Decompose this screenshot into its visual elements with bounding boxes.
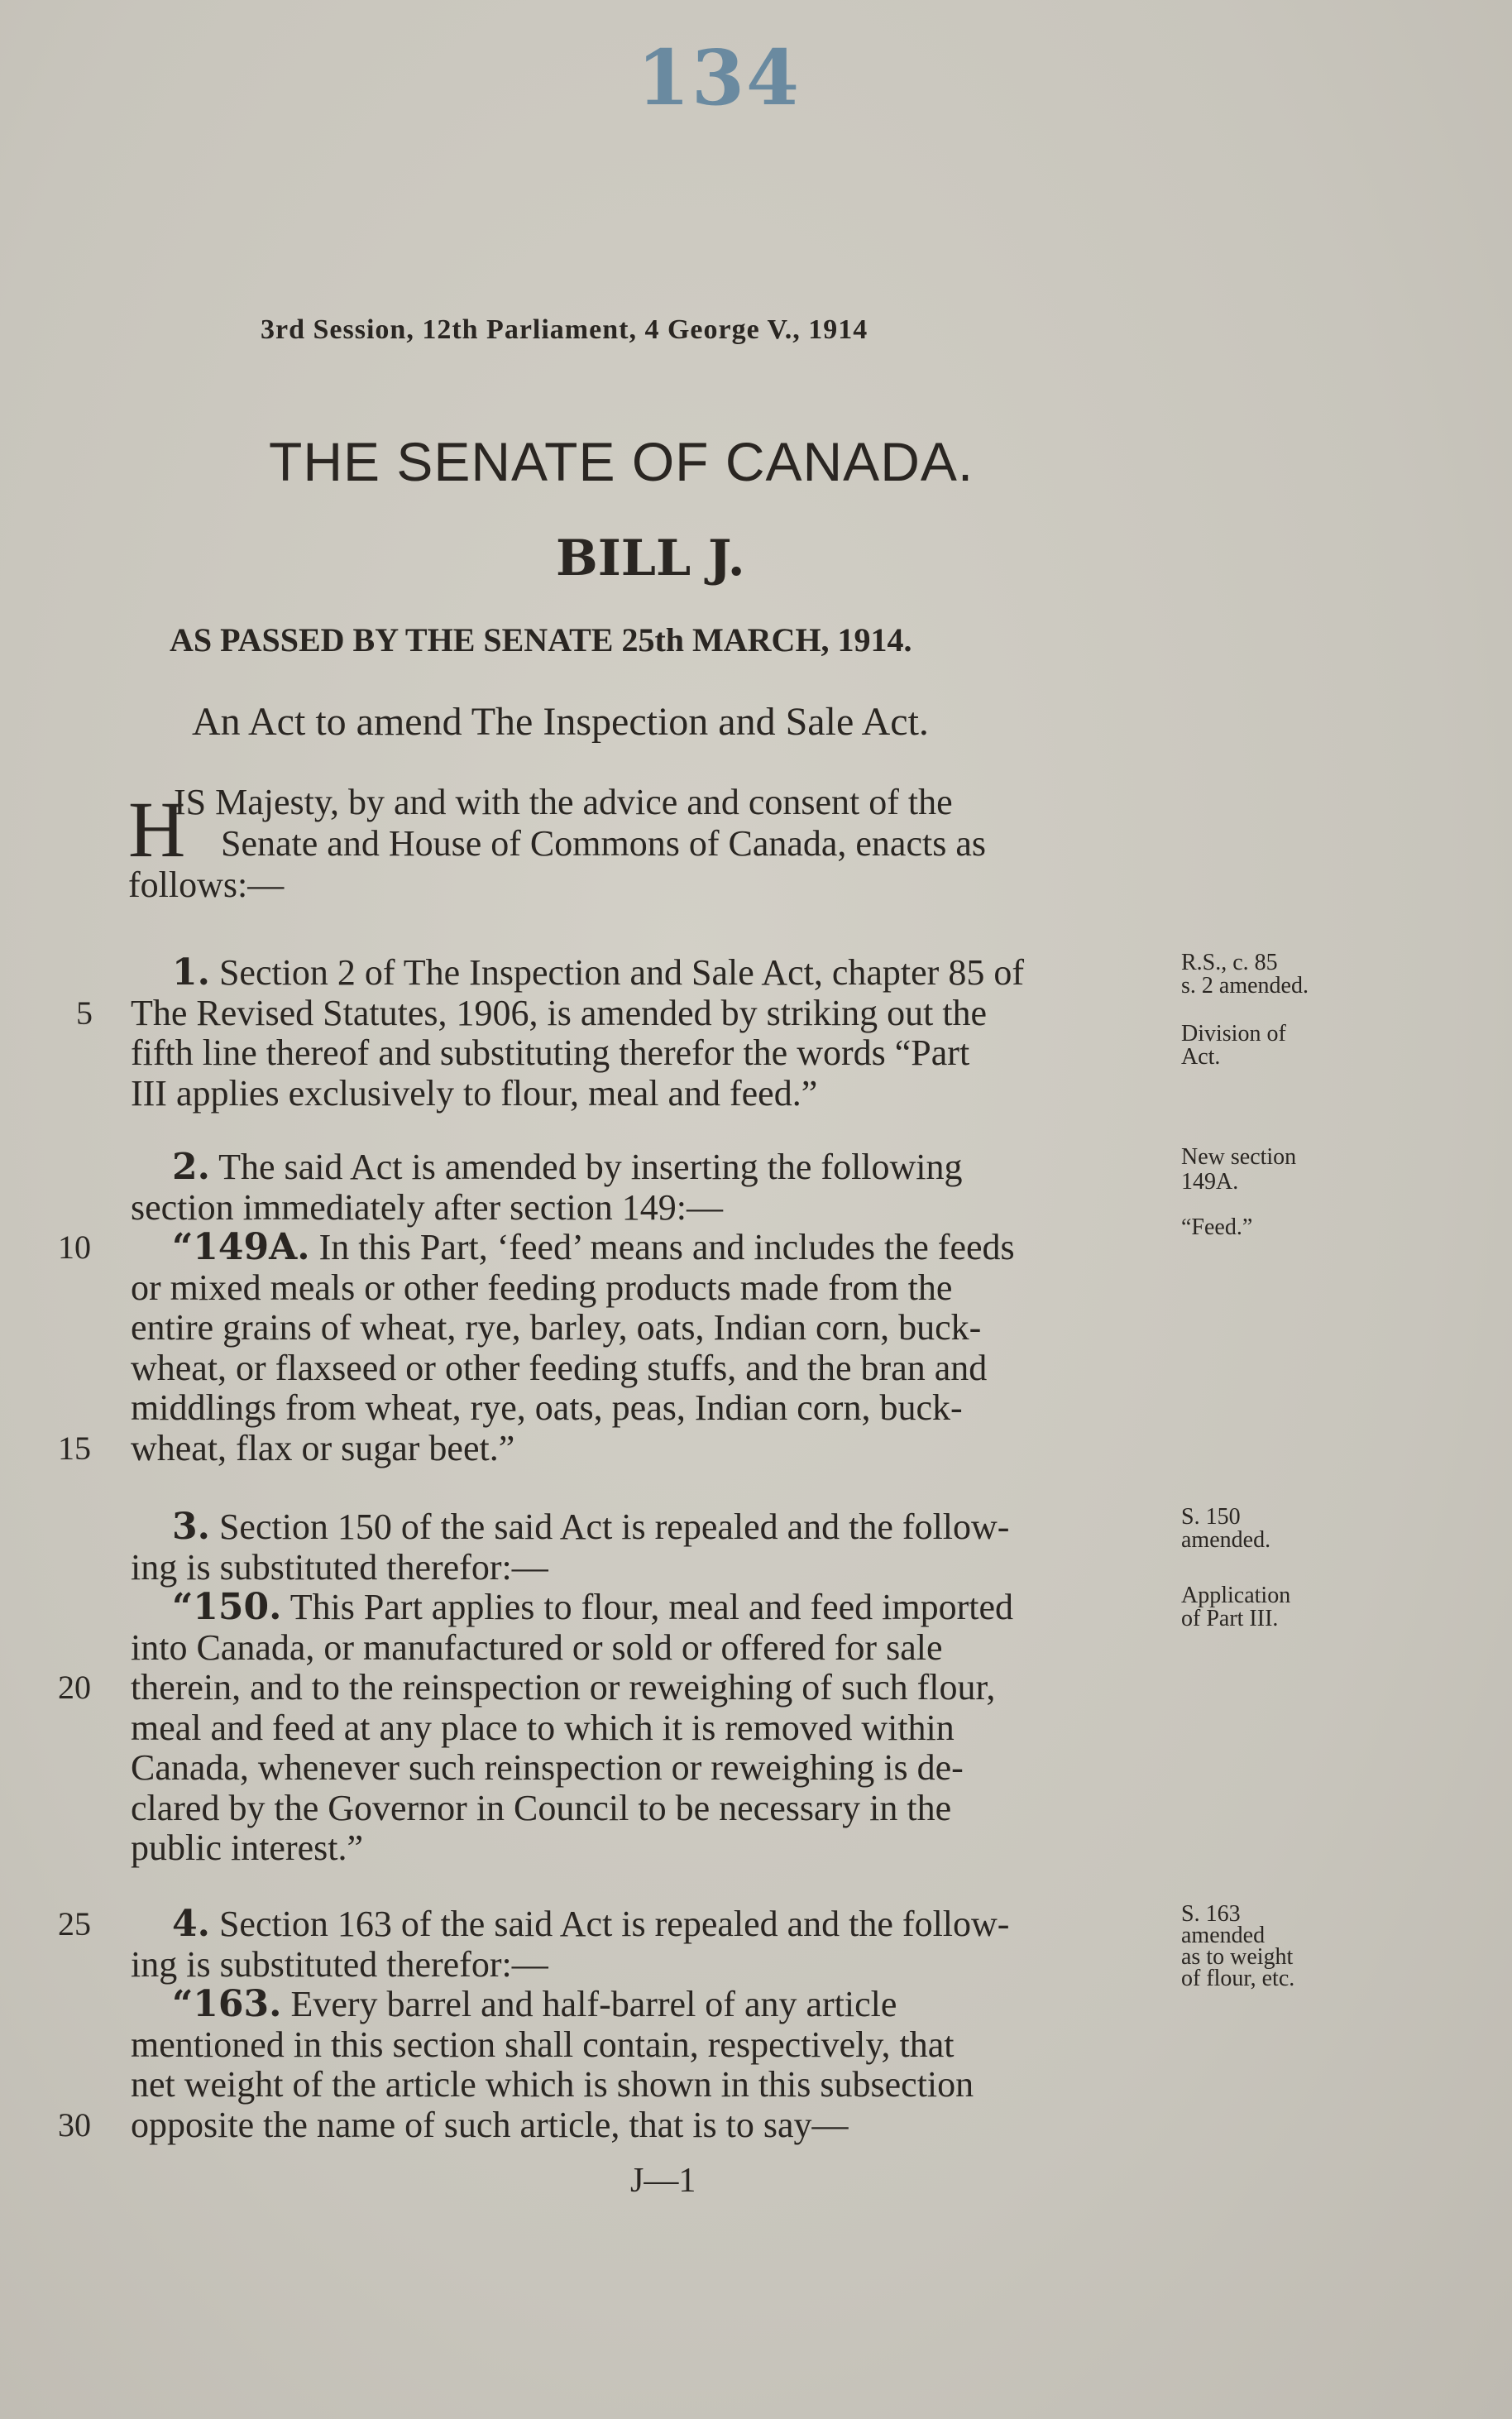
marginal-note: Act. — [1181, 1044, 1221, 1070]
text-line — [131, 1186, 723, 1229]
text-line — [131, 1746, 964, 1789]
text-line — [131, 1666, 995, 1708]
text-line — [131, 2024, 954, 2066]
text-line — [131, 1943, 548, 1985]
line-number: 10 — [58, 1229, 91, 1266]
text-line — [172, 1903, 1009, 1945]
marginal-note: S. 150 — [1181, 1504, 1241, 1530]
act-title: An Act to amend The Inspection and Sale Act. — [192, 700, 929, 744]
line-text: The Revised Statutes, 1906, is amended by striking out the — [131, 992, 988, 1033]
section-number: 1. — [172, 951, 210, 994]
line-text: ing is substituted therefor:— — [131, 1943, 548, 1985]
text-line — [131, 2104, 849, 2146]
text-line — [131, 1546, 548, 1588]
section-number: “149A. — [172, 1226, 310, 1268]
text-line — [172, 1586, 1013, 1628]
marginal-note: amended. — [1181, 1527, 1271, 1553]
line-text: Every barrel and half-barrel of any article — [281, 1984, 897, 2024]
passed-line: AS PASSED BY THE SENATE 25th MARCH, 1914. — [170, 621, 912, 659]
section-number: “163. — [172, 1983, 282, 2025]
marginal-note: Application — [1181, 1583, 1291, 1608]
line-text: In this Part, ‘feed’ means and includes the feeds — [309, 1227, 1015, 1267]
text-line — [131, 1427, 514, 1469]
line-text: meal and feed at any place to which it is removed within — [131, 1707, 955, 1748]
marginal-note: as to weight — [1181, 1944, 1294, 1970]
page-number-stamp: 134 — [637, 33, 801, 122]
text-line — [172, 1983, 897, 2025]
line-text: wheat, or flaxseed or other feeding stuffs, and the bran and — [131, 1347, 988, 1388]
line-text: wheat, flax or sugar beet.” — [131, 1427, 515, 1468]
text-line — [131, 1267, 952, 1309]
drop-cap: H — [128, 785, 186, 874]
line-text: Section 150 of the said Act is repealed and the follow- — [209, 1506, 1010, 1547]
line-text: The said Act is amended by inserting the following — [209, 1147, 963, 1187]
line-text: middlings from wheat, rye, oats, peas, Indian corn, buck- — [131, 1387, 963, 1428]
session-line: 3rd Session, 12th Parliament, 4 George V., 1914 — [261, 314, 868, 345]
line-number: 15 — [58, 1429, 91, 1467]
line-number: 25 — [58, 1905, 91, 1942]
text-line — [131, 1306, 981, 1348]
marginal-note: New section — [1181, 1144, 1297, 1170]
marginal-note: of Part III. — [1181, 1606, 1279, 1631]
marginal-note: 149A. — [1181, 1169, 1239, 1195]
text-line — [131, 1707, 955, 1749]
text-line — [172, 1146, 963, 1188]
line-text: mentioned in this section shall contain, respectively, that — [131, 2024, 955, 2065]
text-line — [131, 992, 987, 1034]
text-line — [131, 1072, 817, 1114]
section-number: “150. — [172, 1586, 282, 1628]
text-line — [172, 951, 1024, 994]
text-line — [131, 1787, 951, 1829]
line-text: clared by the Governor in Council to be necessary in the — [131, 1787, 952, 1828]
text-line — [172, 1506, 1009, 1548]
line-text: or mixed meals or other feeding products made from the — [131, 1267, 953, 1308]
marginal-note: amended — [1181, 1923, 1266, 1948]
text-line — [131, 1827, 363, 1869]
marginal-note: R.S., c. 85 — [1181, 950, 1278, 975]
enacting-line: Senate and House of Commons of Canada, enacts as — [221, 823, 986, 864]
line-number: 20 — [58, 1669, 91, 1706]
enacting-line: follows:— — [128, 865, 285, 905]
line-text: ing is substituted therefor:— — [131, 1546, 548, 1588]
line-text: public interest.” — [131, 1827, 364, 1868]
marginal-note: Division of — [1181, 1021, 1286, 1047]
line-text: therein, and to the reinspection or reweighing of such flour, — [131, 1667, 996, 1708]
text-line — [131, 1387, 963, 1429]
line-number: 30 — [58, 2105, 91, 2144]
line-text: opposite the name of such article, that is to say— — [131, 2104, 849, 2145]
bill-title: BILL J. — [556, 529, 745, 587]
line-text: fifth line thereof and substituting therefor the words “Part — [131, 1032, 970, 1073]
section-number: 2. — [172, 1146, 210, 1188]
section-number: 3. — [172, 1506, 210, 1548]
marginal-note: S. 163 — [1181, 1901, 1241, 1927]
line-text: section immediately after section 149:— — [131, 1186, 724, 1228]
text-line — [131, 1347, 987, 1389]
page-footer: J—1 — [630, 2162, 696, 2200]
line-text: Section 2 of The Inspection and Sale Act, chapter 85 of — [209, 952, 1024, 993]
text-line — [172, 1226, 1015, 1268]
text-line — [131, 1626, 943, 1669]
line-number: 5 — [76, 994, 93, 1032]
line-text: net weight of the article which is shown in this subsection — [131, 2064, 974, 2105]
line-text: This Part applies to flour, meal and feed imported — [281, 1587, 1014, 1627]
line-text: entire grains of wheat, rye, barley, oats, Indian corn, buck- — [131, 1307, 982, 1348]
line-text: into Canada, or manufactured or sold or offered for sale — [131, 1626, 943, 1668]
line-text: III applies exclusively to flour, meal and feed.” — [131, 1072, 818, 1114]
document-title: THE SENATE OF CANADA. — [269, 431, 974, 492]
section-number: 4. — [172, 1903, 210, 1945]
line-text: Section 163 of the said Act is repealed and the follow- — [209, 1904, 1010, 1944]
enacting-line: IS Majesty, by and with the advice and consent of the — [174, 782, 953, 822]
marginal-note: s. 2 amended. — [1181, 973, 1309, 999]
line-text: Canada, whenever such reinspection or reweighing is de- — [131, 1747, 964, 1788]
marginal-note: “Feed.” — [1181, 1214, 1253, 1240]
marginal-note: of flour, etc. — [1181, 1966, 1295, 1991]
text-line — [131, 2063, 974, 2105]
text-line — [131, 1032, 969, 1074]
